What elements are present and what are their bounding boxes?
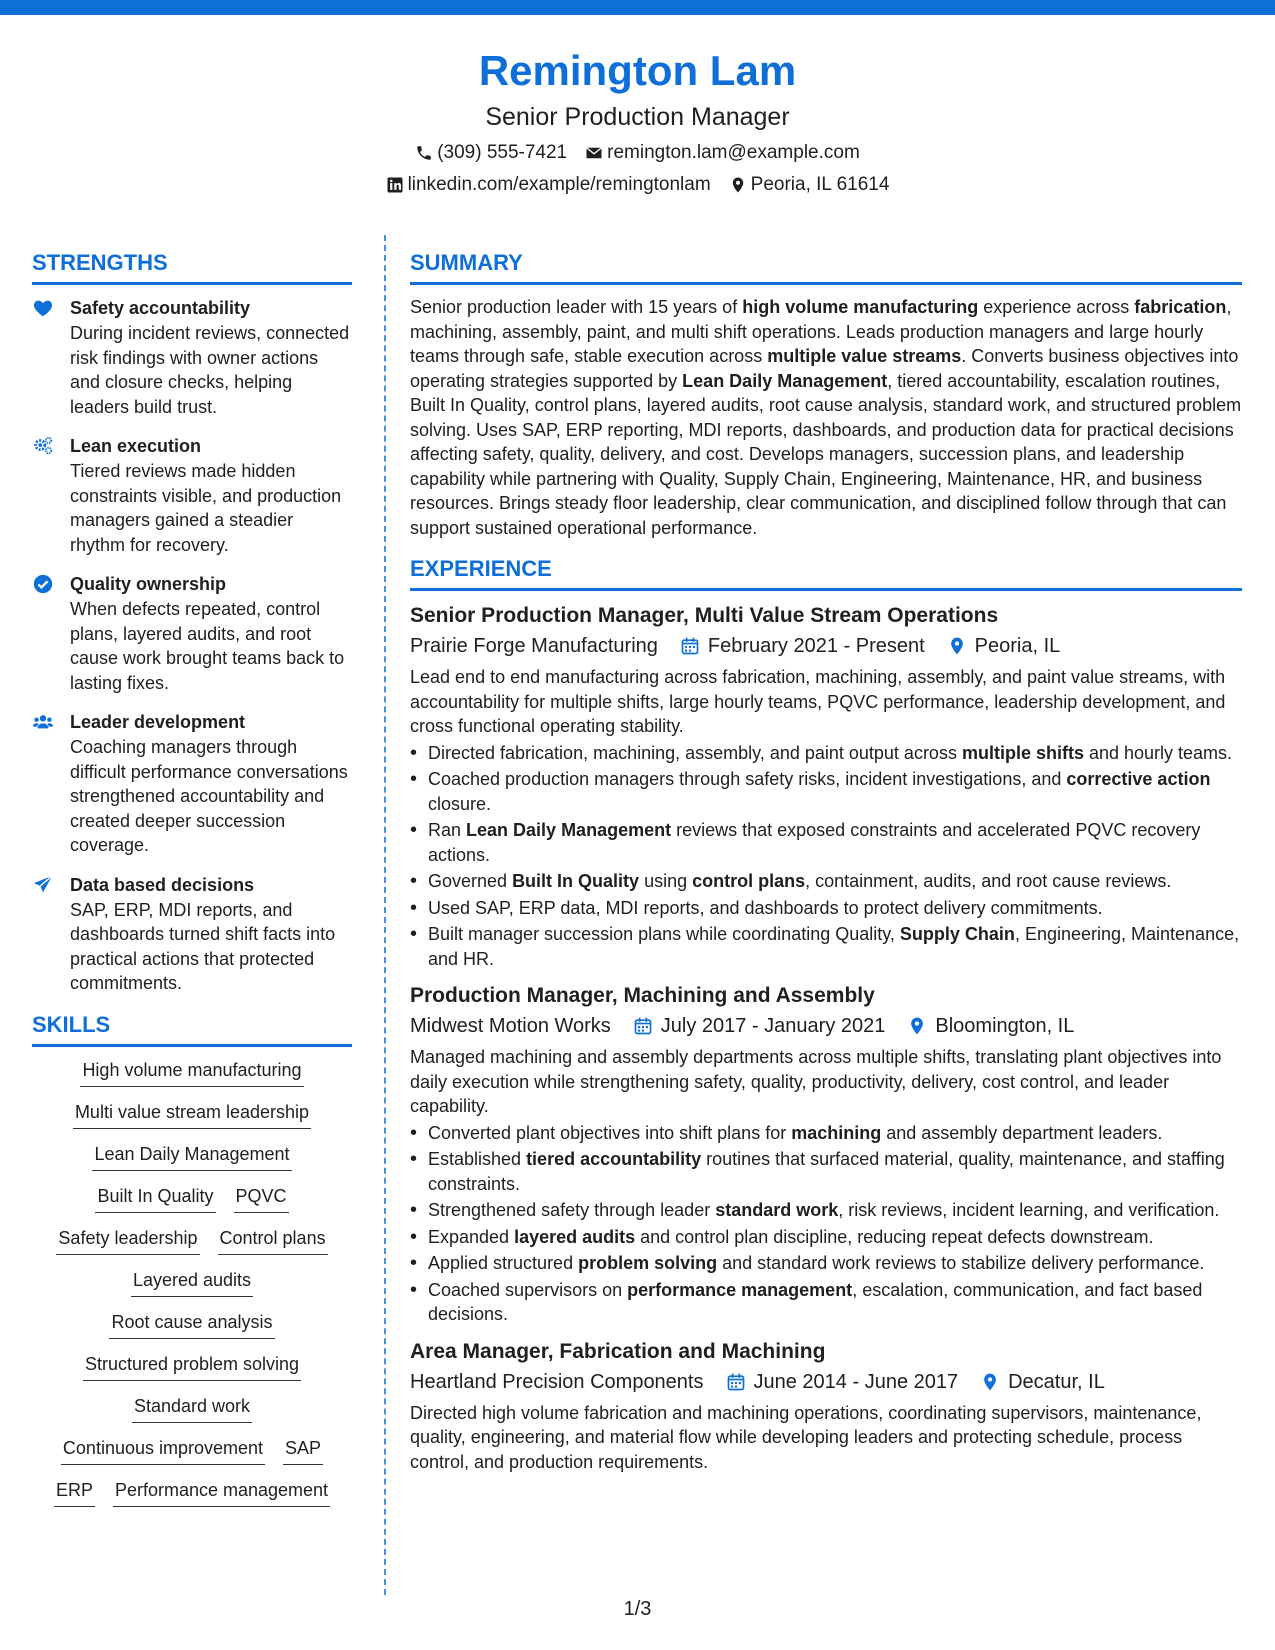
bold-text: corrective action <box>1066 769 1211 789</box>
phone-icon <box>415 144 433 162</box>
job-location: Decatur, IL <box>1008 1370 1105 1393</box>
company-name: Prairie Forge Manufacturing <box>410 635 658 657</box>
skill-row <box>32 1057 352 1087</box>
bold-text: performance management <box>627 1279 853 1300</box>
candidate-title: Senior Production Manager <box>485 103 790 131</box>
bold-text: Lean Daily Management <box>682 370 888 391</box>
bold-text: multiple value streams <box>767 346 962 366</box>
email-contact[interactable] <box>585 138 860 168</box>
job-description: Managed machining and assembly departments across multiple shifts, translating plant objectives into daily execution while strengthening safety, quality, productivity, delivery, cost control, and leader capability. <box>410 1047 1222 1116</box>
strength-desc: During incident reviews, connected risk findings with owner actions and closure checks, helping leaders build trust. <box>70 323 350 417</box>
experience-list <box>410 601 1242 1474</box>
bullet-item <box>410 1278 1242 1327</box>
skill-tag: Lean Daily Management <box>92 1141 291 1171</box>
text-span: , escalation, communication, and fact based decisions. <box>428 1279 1203 1324</box>
contact-row-1 <box>0 138 1275 168</box>
summary-heading: SUMMARY <box>410 248 1242 285</box>
job-bullets <box>410 741 1242 972</box>
calendar-icon <box>633 1016 653 1036</box>
envelope-icon <box>585 144 603 162</box>
text-span: , containment, audits, and root cause reviews. <box>805 871 1172 891</box>
text-span: , risk reviews, incident learning, and verification. <box>838 1200 1220 1220</box>
phone-text: (309) 555-7421 <box>437 142 568 163</box>
job-meta <box>410 1011 1242 1041</box>
strength-desc: SAP, ERP, MDI reports, and dashboards turned shift facts into practical actions that protected commitments. <box>70 899 336 993</box>
text-span: , machining, assembly, paint, and multi shift operations. Leads production managers and large hourly teams through safe, stable execution across <box>410 297 1232 366</box>
text-span: Converted plant objectives into shift plans for <box>428 1122 792 1143</box>
map-pin-icon <box>947 636 967 656</box>
company-name: Heartland Precision Components <box>410 1370 704 1393</box>
strength-title: Quality ownership <box>70 574 227 594</box>
strength-item <box>32 571 352 695</box>
bullet-item <box>410 818 1242 867</box>
users-icon <box>32 711 54 733</box>
text-span: using <box>639 871 693 891</box>
skill-tag: Continuous improvement <box>61 1435 265 1465</box>
company-name: Midwest Motion Works <box>410 1015 611 1037</box>
bold-text: control plans <box>692 871 806 891</box>
bold-text: Lean Daily Management <box>466 820 672 840</box>
bullet-item <box>410 741 1242 766</box>
linkedin-icon <box>386 176 404 194</box>
strength-item <box>32 872 352 996</box>
experience-heading: EXPERIENCE <box>410 554 1242 591</box>
bold-text: machining <box>791 1122 882 1143</box>
skill-row <box>32 1393 352 1423</box>
bullet-item <box>410 1225 1242 1250</box>
right-column <box>410 248 1242 1484</box>
bullet-item <box>410 1147 1242 1196</box>
check-circle-icon <box>32 573 54 595</box>
skill-tag: SAP <box>283 1435 323 1465</box>
skill-row <box>32 1309 352 1339</box>
bold-text: high volume manufacturing <box>742 297 979 317</box>
text-span: , tiered accountability, escalation routines, Built In Quality, control plans, layered audits, root cause analysis, standard work, and structured problem solving. Uses SAP, ERP reporting, MDI reports, dashboards, and production data for practical decisions affecting safety, quality, delivery, and cost. Develops managers, succession plans, and leadership capability while partnering with Quality, Supply Chain, Engineering, Maintenance, HR, and business resources. Brings steady floor leadership, clear communication, and disciplined follow through that can support sustained operational performance. <box>410 370 1242 538</box>
skill-row <box>32 1141 352 1171</box>
text-span: Strengthened safety through leader <box>428 1200 716 1220</box>
text-span: and control plan discipline, reducing repeat defects downstream. <box>635 1226 1154 1247</box>
bold-text: layered audits <box>514 1226 636 1247</box>
location-contact <box>729 170 890 200</box>
skill-row <box>32 1099 352 1129</box>
job-meta <box>410 1367 1242 1397</box>
text-span: and standard work reviews to stabilize delivery performance. <box>717 1253 1205 1273</box>
skill-tag: Built In Quality <box>95 1183 215 1213</box>
heart-icon <box>32 297 54 319</box>
strength-desc: Tiered reviews made hidden constraints visible, and production managers gained a steadier rhythm for recovery. <box>70 461 342 555</box>
job-bullets <box>410 1121 1242 1327</box>
paper-plane-icon <box>32 874 54 896</box>
skills-heading: SKILLS <box>32 1010 352 1047</box>
phone-contact <box>415 138 567 168</box>
bold-text: Supply Chain <box>899 924 1015 944</box>
resume-header <box>0 42 1275 200</box>
linkedin-contact[interactable] <box>386 170 711 200</box>
skill-tag: Control plans <box>218 1225 328 1255</box>
calendar-icon <box>680 636 700 656</box>
skill-tag: High volume manufacturing <box>80 1057 303 1087</box>
job-meta <box>410 631 1242 661</box>
skill-row <box>32 1225 352 1255</box>
bold-text: multiple shifts <box>961 742 1084 763</box>
skill-row <box>32 1267 352 1297</box>
text-span: Coached production managers through safety risks, incident investigations, and <box>428 769 1067 789</box>
text-span: Governed <box>428 871 513 891</box>
bullet-item <box>410 869 1242 894</box>
left-column <box>32 248 352 1519</box>
job-location: Bloomington, IL <box>935 1015 1075 1037</box>
skill-tag: ERP <box>54 1477 95 1507</box>
skill-tag: Layered audits <box>131 1267 253 1297</box>
summary-text <box>410 295 1242 540</box>
skill-tag: Multi value stream leadership <box>73 1099 311 1129</box>
job-dates: July 2017 - January 2021 <box>660 1015 886 1037</box>
skill-row <box>32 1351 352 1381</box>
bullet-item <box>410 896 1242 921</box>
bullet-item <box>410 1121 1242 1146</box>
text-span: Coached supervisors on <box>428 1279 628 1300</box>
linkedin-text[interactable]: linkedin.com/example/remingtonlam <box>407 174 711 195</box>
bullet-item <box>410 922 1242 971</box>
strength-title: Data based decisions <box>70 874 255 895</box>
text-span: Established <box>428 1149 527 1169</box>
job-entry <box>410 981 1242 1327</box>
skill-tag: PQVC <box>234 1183 289 1213</box>
job-description: Lead end to end manufacturing across fabrication, machining, assembly, and paint value streams, with accountability for multiple shifts, large hourly teams, PQVC performance, leadership development, and cross functional operating stability. <box>410 667 1226 736</box>
job-entry <box>410 601 1242 971</box>
job-description: Directed high volume fabrication and machining operations, coordinating supervisors, maintenance, quality, engineering, and material flow while developing leaders and protecting schedule, process control, and production requirements. <box>410 1402 1202 1472</box>
page-number: 1/3 <box>623 1598 652 1620</box>
skill-tag: Standard work <box>132 1393 252 1423</box>
bullet-item <box>410 1198 1242 1223</box>
text-span: experience across <box>978 297 1135 317</box>
strength-item <box>32 709 352 858</box>
bold-text: Built In Quality <box>512 871 640 891</box>
gears-icon <box>32 435 54 457</box>
text-span: Senior production leader with 15 years of <box>410 297 743 317</box>
column-divider <box>384 235 386 1595</box>
map-pin-icon <box>907 1016 927 1036</box>
skill-tag: Root cause analysis <box>109 1309 274 1339</box>
text-span: Ran <box>428 820 467 840</box>
bold-text: standard work <box>715 1200 839 1220</box>
bold-text: tiered accountability <box>526 1149 702 1169</box>
strength-item <box>32 295 352 419</box>
location-text: Peoria, IL 61614 <box>750 174 890 195</box>
calendar-icon <box>726 1372 746 1392</box>
job-title: Production Manager, Machining and Assembly <box>410 984 875 1007</box>
text-span: Directed fabrication, machining, assembly, and paint output across <box>428 742 962 763</box>
text-span: and assembly department leaders. <box>881 1122 1163 1143</box>
text-span: Applied structured <box>428 1253 579 1273</box>
strength-item <box>32 433 352 557</box>
strength-title: Leader development <box>70 712 246 732</box>
text-span: reviews that exposed constraints and accelerated PQVC recovery actions. <box>428 820 1201 865</box>
skill-tag: Structured problem solving <box>83 1351 301 1381</box>
skill-tag: Performance management <box>113 1477 330 1507</box>
job-location: Peoria, IL <box>974 635 1061 657</box>
job-dates: February 2021 - Present <box>707 635 925 657</box>
skill-row <box>32 1435 352 1465</box>
map-pin-icon <box>729 176 747 194</box>
job-dates: June 2014 - June 2017 <box>753 1370 959 1393</box>
bold-text: problem solving <box>578 1253 718 1273</box>
text-span: Expanded <box>428 1226 515 1247</box>
text-span: Built manager succession plans while coordinating Quality, <box>428 924 900 944</box>
strength-desc: Coaching managers through difficult performance conversations strengthened accountability and created deeper succession coverage. <box>70 737 348 855</box>
strengths-list <box>32 295 352 996</box>
bullet-item <box>410 1251 1242 1276</box>
map-pin-icon <box>980 1372 1000 1392</box>
contact-row-2 <box>0 170 1275 200</box>
strength-desc: When defects repeated, control plans, layered audits, and root cause work brought teams back to lasting fixes. <box>70 599 345 693</box>
top-accent-bar <box>0 0 1275 15</box>
strength-title: Safety accountability <box>70 298 251 318</box>
job-entry <box>410 1337 1242 1475</box>
bullet-item <box>410 767 1242 816</box>
strengths-heading: STRENGTHS <box>32 248 352 285</box>
skills-list <box>32 1057 352 1507</box>
job-title: Area Manager, Fabrication and Machining <box>410 1339 826 1363</box>
candidate-name: Remington Lam <box>478 47 797 94</box>
text-span: closure. <box>428 793 492 814</box>
text-span: and hourly teams. <box>1083 742 1233 763</box>
text-span: routines that surfaced material, quality, maintenance, and staffing constraints. <box>428 1149 1225 1194</box>
email-text[interactable]: remington.lam@example.com <box>607 142 860 163</box>
strength-title: Lean execution <box>70 436 202 456</box>
skill-row <box>32 1183 352 1213</box>
text-span: Used SAP, ERP data, MDI reports, and dashboards to protect delivery commitments. <box>428 897 1103 918</box>
skill-row <box>32 1477 352 1507</box>
bold-text: fabrication <box>1134 297 1227 317</box>
job-title: Senior Production Manager, Multi Value Stream Operations <box>410 604 999 627</box>
text-span: , Engineering, Maintenance, and HR. <box>428 924 1240 969</box>
text-span: . Converts business objectives into operating strategies supported by <box>410 346 1239 391</box>
skill-tag: Safety leadership <box>56 1225 199 1255</box>
